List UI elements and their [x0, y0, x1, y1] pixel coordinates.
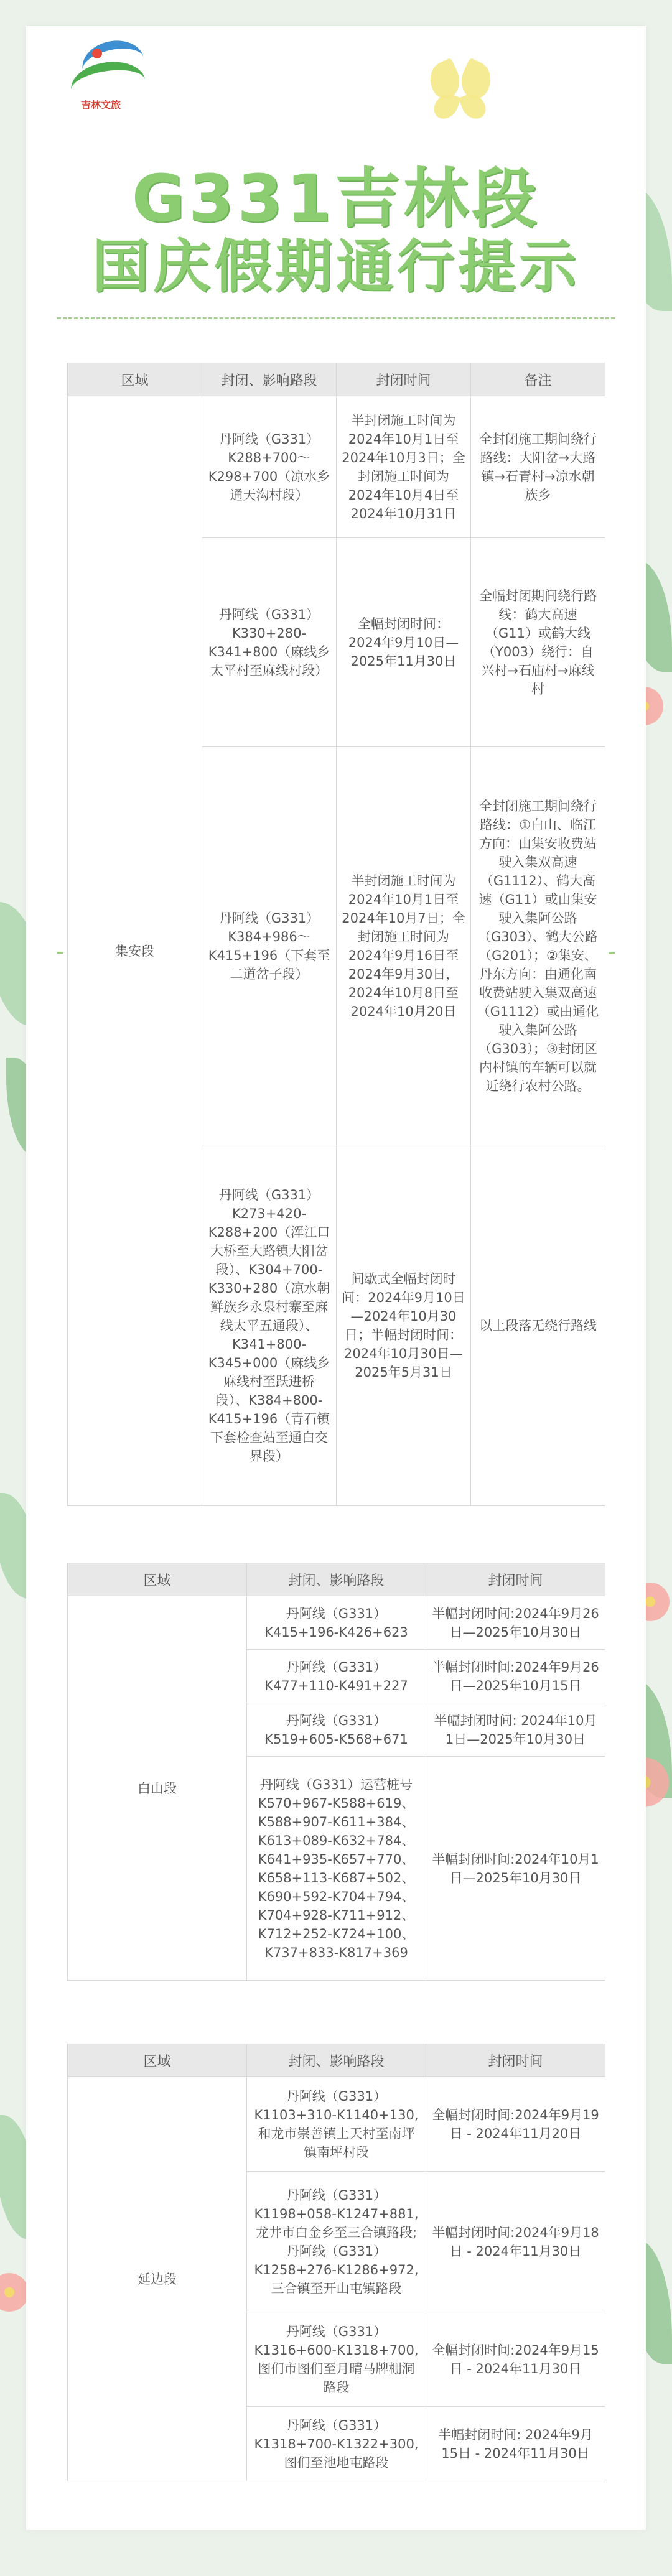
logo	[57, 37, 169, 112]
road-cell: 丹阿线（G331）K288+700～K298+700（凉水乡通天沟村段）	[202, 396, 337, 538]
road-cell: 丹阿线（G331）K330+280-K341+800（麻线乡太平村至麻线村段）	[202, 538, 337, 747]
side-marker	[609, 952, 615, 954]
note-cell: 全封闭施工期间绕行路线：大阳岔→大路镇→石青村→凉水朝族乡	[471, 396, 605, 538]
region-cell: 白山段	[68, 1596, 247, 1981]
header-road: 封闭、影响路段	[202, 363, 337, 396]
logo-dot	[92, 49, 102, 58]
header-region: 区域	[68, 363, 202, 396]
header-region: 区域	[68, 1563, 247, 1596]
page-title: G331吉林段	[131, 160, 541, 236]
road-cell: 丹阿线（G331）K415+196-K426+623	[247, 1596, 426, 1650]
butterfly-icon	[426, 62, 495, 131]
page-subtitle: 国庆假期通行提示	[91, 233, 580, 300]
jian-table	[67, 363, 605, 1506]
time-cell: 半幅封闭时间:2024年9月26日—2025年10月15日	[426, 1650, 605, 1703]
time-cell: 半幅封闭时间: 2024年10月1日—2025年10月30日	[426, 1703, 605, 1757]
time-cell: 全幅封闭时间：2024年9月10日—2025年11月30日	[337, 538, 471, 747]
road-cell: 丹阿线（G331）K1316+600-K1318+700,图们市图们至月晴马牌棚洞路段	[247, 2312, 426, 2407]
header-time: 封闭时间	[426, 1563, 605, 1596]
note-cell: 以上段落无绕行路线	[471, 1145, 605, 1506]
time-cell: 半幅封闭时间:2024年10月1日—2025年10月30日	[426, 1757, 605, 1981]
header-region: 区域	[68, 2044, 247, 2077]
time-cell: 半幅封闭时间: 2024年9月15日 - 2024年11月30日	[426, 2407, 605, 2481]
table-row	[68, 396, 605, 538]
note-cell: 全封闭施工期间绕行路线：①白山、临江方向：由集安收费站驶入集双高速（G1112）、鹤大高速（G11）或由集安驶入集阿公路（G303）、鹤大公路（G201）；②集安、丹东方向：由通化南收费站驶入集双高速（G1112）或由通化驶入集阿公路（G303）；③封闭区内村镇的车辆可以就近绕行农村公路。	[471, 747, 605, 1145]
region-cell: 集安段	[68, 396, 202, 1506]
road-cell: 丹阿线（G331）K477+110-K491+227	[247, 1650, 426, 1703]
table-header-row	[68, 2044, 605, 2077]
time-cell: 间歇式全幅封闭时间：2024年9月10日—2024年10月30日；半幅封闭时间：2024年10月30日—2025年5月31日	[337, 1145, 471, 1506]
side-marker	[57, 952, 63, 954]
dashed-divider	[57, 317, 615, 319]
region-cell: 延边段	[68, 2077, 247, 2481]
road-cell: 丹阿线（G331）运营桩号K570+967-K588+619、K588+907-K611+384、K613+089-K632+784、K641+935-K657+770、K658+113-K687+502、K690+592-K704+794、K704+928-K711+912、K712+252-K724+100、K737+833-K817+369	[247, 1757, 426, 1981]
time-cell: 全幅封闭时间:2024年9月15日 - 2024年11月30日	[426, 2312, 605, 2407]
time-cell: 半幅封闭时间:2024年9月18日 - 2024年11月30日	[426, 2172, 605, 2312]
time-cell: 半幅封闭时间:2024年9月26日—2025年10月30日	[426, 1596, 605, 1650]
road-cell: 丹阿线（G331）K1103+310-K1140+130,和龙市崇善镇上天村至南坪镇南坪村段	[247, 2077, 426, 2172]
note-cell: 全幅封闭期间绕行路线：鹤大高速（G11）或鹤大线（Y003）绕行：自兴村→石庙村→麻线村	[471, 538, 605, 747]
table-header-row	[68, 1563, 605, 1596]
logo-text: 吉林文旅	[81, 99, 121, 111]
table-row	[68, 2077, 605, 2172]
table-header-row	[68, 363, 605, 396]
yanbian-table	[67, 2044, 605, 2481]
road-cell: 丹阿线（G331）K519+605-K568+671	[247, 1703, 426, 1757]
header-time: 封闭时间	[337, 363, 471, 396]
header-road: 封闭、影响路段	[247, 1563, 426, 1596]
road-cell: 丹阿线（G331）K384+986～K415+196（下套至二道岔子段）	[202, 747, 337, 1145]
time-cell: 半封闭施工时间为2024年10月1日至2024年10月7日；全封闭施工时间为2024年9月16日至2024年9月30日，2024年10月8日至2024年10月20日	[337, 747, 471, 1145]
road-cell: 丹阿线（G331）K1318+700-K1322+300,图们至池地屯路段	[247, 2407, 426, 2481]
header-time: 封闭时间	[426, 2044, 605, 2077]
time-cell: 全幅封闭时间:2024年9月19日 - 2024年11月20日	[426, 2077, 605, 2172]
road-cell: 丹阿线（G331）K1198+058-K1247+881,龙井市白金乡至三合镇路段;丹阿线（G331）K1258+276-K1286+972,三合镇至开山屯镇路段	[247, 2172, 426, 2312]
time-cell: 半封闭施工时间为2024年10月1日至2024年10月3日；全封闭施工时间为2024年10月4日至2024年10月31日	[337, 396, 471, 538]
table-row	[68, 1596, 605, 1650]
header-road: 封闭、影响路段	[247, 2044, 426, 2077]
header-note: 备注	[471, 363, 605, 396]
road-cell: 丹阿线（G331）K273+420-K288+200（浑江口大桥至大路镇大阳岔段）、K304+700-K330+280（凉水朝鲜族乡永泉村寨至麻线太平五通段）、K341+800-K345+000（麻线乡麻线村至跃进桥段）、K384+800-K415+196（青石镇下套检查站至通白交界段）	[202, 1145, 337, 1506]
baishan-table	[67, 1563, 605, 1981]
